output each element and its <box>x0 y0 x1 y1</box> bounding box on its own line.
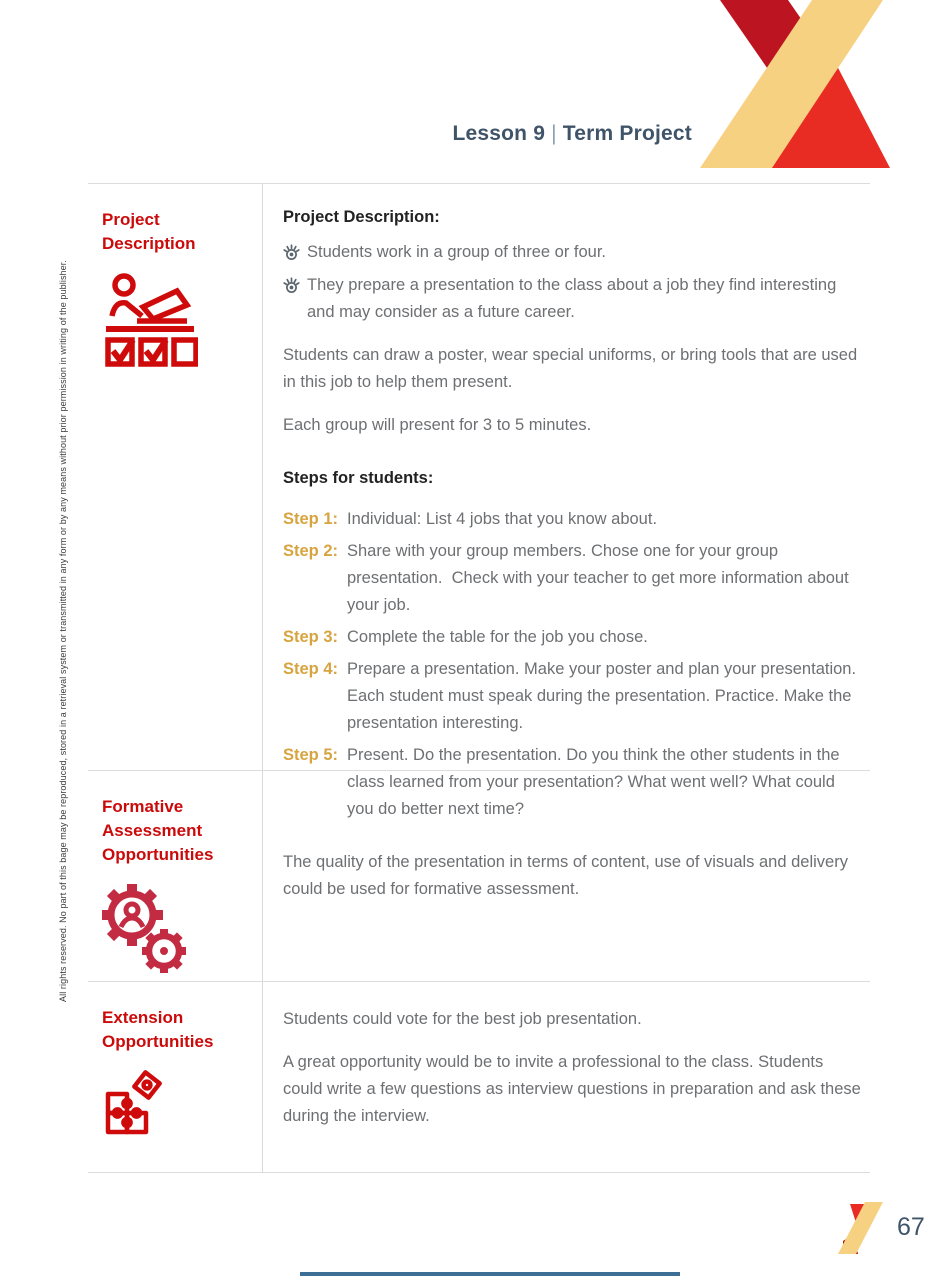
step-text: Present. Do the presentation. Do you think the other students in the class learned from your presentation? What went well? What could you do better next time? <box>347 746 845 818</box>
content-table <box>88 183 870 1173</box>
formative-assessment-row <box>88 771 870 982</box>
project-paragraph: Students can draw a poster, wear special uniforms, or bring tools that are used in this job to help them present. <box>283 346 858 391</box>
gear-small <box>142 929 186 973</box>
brand-logo <box>700 0 890 168</box>
page-title <box>452 122 692 146</box>
step-text: Complete the table for the job you chose. <box>347 628 648 646</box>
page-number: 67 <box>897 1213 925 1241</box>
bullet-text: They prepare a presentation to the class about a job they find interesting and may consider as a future career. <box>307 276 837 321</box>
project-description-content <box>263 184 870 818</box>
step-row <box>283 538 862 619</box>
eye-bullet-icon <box>283 239 307 266</box>
footer-brand-logo <box>838 1202 888 1254</box>
step-label: Step 3: <box>283 628 339 646</box>
lesson-title: Term Project <box>562 122 692 145</box>
step-label: Step 5: <box>283 746 339 764</box>
puzzle-pieces-icon <box>102 1070 166 1138</box>
project-description-label: Project Description <box>102 210 196 253</box>
bottom-edge-rule <box>300 1272 680 1276</box>
project-heading: Project Description: <box>283 208 440 226</box>
formative-label-cell <box>88 771 263 981</box>
step-label: Step 4: <box>283 660 339 678</box>
project-description-label-cell <box>88 184 263 770</box>
step-label: Step 1: <box>283 510 339 528</box>
bullet-item <box>283 272 862 326</box>
extension-label-cell <box>88 982 263 1172</box>
student-checklist-icon <box>102 272 198 378</box>
project-description-row <box>88 184 870 818</box>
step-row <box>283 624 862 651</box>
eye-bullet-icon <box>283 272 307 299</box>
assessment-gears-icon <box>102 883 188 975</box>
extension-content <box>263 982 870 1172</box>
title-separator: | <box>551 122 557 145</box>
step-row <box>283 656 862 737</box>
copyright-note: All rights reserved. No part of this bage may be reproduced, stored in a retrieval system or transmitted in any form or by any means without prior permission in writing of the publisher. <box>58 260 68 1002</box>
formative-label: Formative Assessment Opportunities <box>102 797 214 864</box>
steps-heading: Steps for students: <box>283 469 434 487</box>
extension-paragraph: A great opportunity would be to invite a professional to the class. Students could write a few questions as interview questions in preparation and ask these during the interview. <box>283 1053 861 1125</box>
step-text: Prepare a presentation. Make your poster and plan your presentation. Each student must speak during the presentation. Practice. Make the presentation interesting. <box>347 660 861 732</box>
step-row <box>283 506 862 533</box>
step-text: Individual: List 4 jobs that you know about. <box>347 510 658 528</box>
step-label: Step 2: <box>283 542 339 560</box>
extension-paragraph: Students could vote for the best job presentation. <box>283 1010 642 1028</box>
bullet-text: Students work in a group of three or four. <box>307 243 607 261</box>
formative-content <box>263 771 870 981</box>
bullet-item <box>283 239 862 266</box>
lesson-number: Lesson 9 <box>452 122 546 145</box>
project-paragraph: Each group will present for 3 to 5 minutes. <box>283 416 592 434</box>
extension-label: Extension Opportunities <box>102 1008 214 1051</box>
formative-text: The quality of the presentation in terms of content, use of visuals and delivery could be used for formative assessment. <box>283 853 848 898</box>
step-text: Share with your group members. Chose one for your group presentation. Check with your teacher to get more information about your job. <box>347 542 854 614</box>
extension-opportunities-row <box>88 982 870 1173</box>
